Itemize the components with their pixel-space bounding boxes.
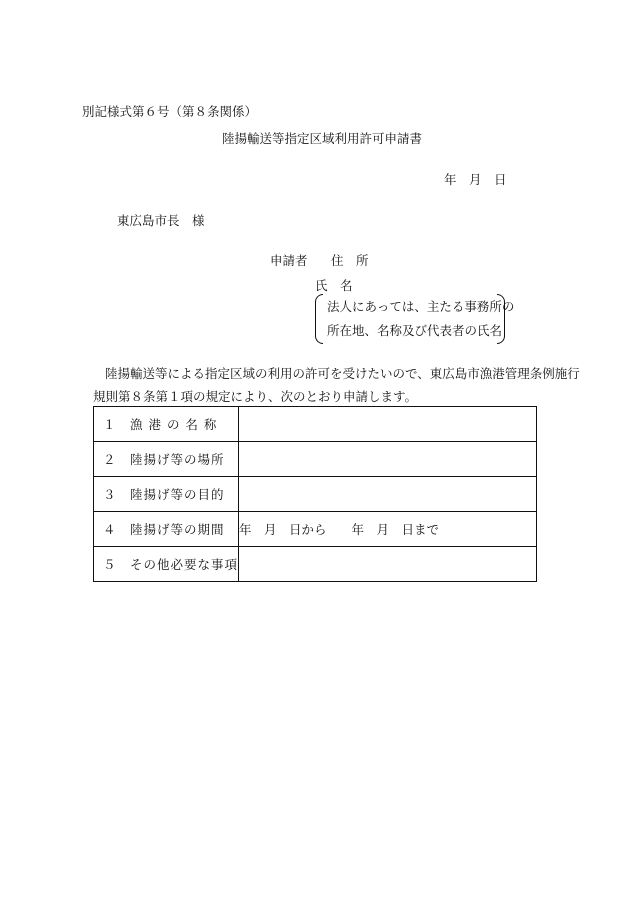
applicant-label: 申請者 <box>270 253 308 268</box>
row-label: ４ 陸揚げ等の期間 <box>94 512 239 547</box>
table-row <box>94 407 537 442</box>
date-line: 年 月 日 <box>444 172 507 187</box>
table-row <box>94 477 537 512</box>
table-row <box>94 442 537 477</box>
left-bracket <box>315 294 323 344</box>
corporation-note-line-2: 所在地、名称及び代表者の氏名 <box>327 323 503 338</box>
other-matters-field[interactable] <box>239 547 537 582</box>
landing-period-field[interactable]: 年 月 日から 年 月 日まで <box>239 512 537 547</box>
row-label: １ 漁 港 の 名 称 <box>94 407 239 442</box>
table-row <box>94 512 537 547</box>
document-title: 陸揚輸送等指定区域利用許可申請書 <box>222 131 423 146</box>
corporation-note-line-1: 法人にあっては、主たる事務所の <box>327 299 515 314</box>
name-label: 氏 名 <box>315 278 353 293</box>
form-reference: 別記様式第６号（第８条関係） <box>82 104 258 119</box>
row-label: ２ 陸揚げ等の場所 <box>94 442 239 477</box>
row-label: ５ その他必要な事項 <box>94 547 239 582</box>
landing-location-field[interactable] <box>239 442 537 477</box>
body-line-2: 規則第８条第１項の規定により、次のとおり申請します。 <box>93 389 418 404</box>
addressee: 東広島市長 様 <box>117 213 205 228</box>
corporation-note <box>315 294 515 344</box>
application-items-table <box>93 406 537 582</box>
body-paragraph <box>93 362 580 408</box>
port-name-field[interactable] <box>239 407 537 442</box>
row-label: ３ 陸揚げ等の目的 <box>94 477 239 512</box>
address-label: 住 所 <box>331 253 369 268</box>
landing-purpose-field[interactable] <box>239 477 537 512</box>
body-line-1: 陸揚輸送等による指定区域の利用の許可を受けたいので、東広島市漁港管理条例施行 <box>105 366 580 381</box>
table-row <box>94 547 537 582</box>
